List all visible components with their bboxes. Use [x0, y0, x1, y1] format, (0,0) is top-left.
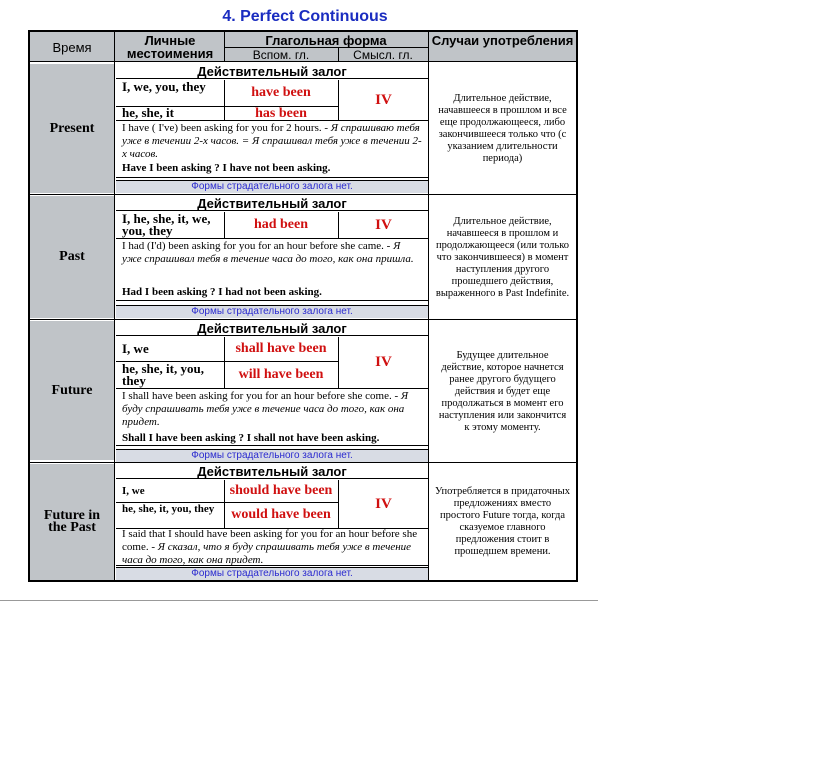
tense-past: Past	[30, 196, 114, 318]
col-divider	[224, 212, 225, 238]
passive-note: Формы страдательного залога нет.	[116, 305, 428, 318]
main-verb: IV	[375, 354, 392, 370]
example-forms: Have I been asking ? I have not been asking.	[122, 162, 331, 174]
example-forms: Had I been asking ? I had not been asking.	[122, 286, 322, 298]
col-divider	[114, 32, 115, 580]
row-divider	[30, 194, 576, 195]
row-divider	[116, 177, 428, 178]
example-en: I shall have been asking for you for an hour before she come.	[122, 390, 395, 402]
aux-verb: have been	[251, 85, 311, 100]
col-divider	[224, 80, 225, 120]
tense-future: Future	[30, 321, 114, 460]
grammar-table	[28, 30, 578, 582]
example	[116, 120, 428, 160]
example-en: I said that I should have been asking for you for an hour before she come.	[122, 528, 418, 553]
voice-label: Действительный залог	[116, 465, 428, 479]
passive-note: Формы страдательного залога нет.	[116, 567, 428, 580]
pronouns: he, she, it	[122, 105, 174, 120]
usage: Длительное действие, начавшееся в прошлом и все еще продолжающееся, либо закончившееся только что (с указанием длительности периода)	[438, 93, 567, 164]
main-verb: IV	[375, 91, 392, 108]
aux-verb: had been	[253, 217, 309, 232]
aux-verb: should have been	[229, 483, 333, 498]
usage: Длительное действие, начавшееся в прошлом и продолжающееся (или только что закончившееся) в момент наступления другого прошедшего действия, выраженного в Past Indefinite.	[435, 215, 570, 299]
col-divider	[224, 337, 225, 388]
example-en: I had (I'd) been asking for you for an hour before she came. -	[122, 240, 394, 252]
tense-present: Present	[30, 64, 114, 193]
tense-future-in-the-past: Future in the Past	[30, 464, 114, 580]
row-divider	[116, 565, 428, 566]
col-divider	[338, 47, 339, 62]
example	[116, 238, 428, 282]
example-ru: - Я буду спрашивать тебя уже в течение часа до того, как она придет.	[122, 390, 409, 428]
example	[116, 526, 428, 564]
main-verb: IV	[375, 216, 392, 233]
example	[116, 388, 428, 430]
example-ru: Я спрашиваю тебя уже в течении 2-х часов. = Я спрашивал тебя уже в течении 2-х часов.	[122, 122, 422, 160]
pronouns: he, she, it, you, they	[122, 503, 215, 515]
row-divider	[116, 300, 428, 301]
pronouns: I, we	[122, 341, 149, 356]
col-divider	[224, 32, 225, 62]
pronouns: I, we	[122, 484, 145, 497]
usage: Употребляется в придаточных предложениях вместо простого Future тогда, когда сказуемое главного предложения стоит в прошедшем времени.	[435, 486, 570, 557]
col-divider	[224, 480, 225, 528]
aux-verb: has been	[255, 105, 307, 121]
row-divider	[116, 445, 428, 446]
example-ru: Я уже спрашивал тебя в течение часа до того, как она пришла.	[122, 240, 414, 265]
passive-note: Формы страдательного залога нет.	[116, 449, 428, 462]
row-divider	[30, 319, 576, 320]
page-title: 4. Perfect Continuous	[222, 8, 388, 25]
passive-note: Формы страдательного залога нет.	[116, 180, 428, 193]
row-divider	[30, 462, 576, 463]
example-forms: Shall I have been asking ? I shall not have been asking.	[122, 432, 380, 444]
header-pronouns: Личные местоимения	[126, 33, 214, 61]
voice-label: Действительный залог	[116, 197, 428, 211]
example-ru: - Я сказал, что я буду спрашивать тебя уже в течение часа до того, как она придет.	[122, 541, 412, 566]
header-usage: Случаи употребления	[431, 33, 574, 48]
aux-verb: will have been	[238, 367, 324, 382]
aux-verb: shall have been	[235, 341, 327, 356]
pronouns: I, we, you, they	[122, 79, 206, 94]
horizontal-rule	[0, 600, 598, 601]
pronouns: I, he, she, it, we, you, they	[122, 211, 211, 238]
header-aux: Вспом. гл.	[252, 48, 310, 62]
header-main: Смысл. гл.	[353, 48, 413, 62]
voice-label: Действительный залог	[116, 322, 428, 336]
pronouns: he, she, it, you, they	[122, 361, 204, 388]
example-en: I have ( I've) been asking for you for 2 hours. -	[122, 122, 331, 134]
header-time: Время	[52, 40, 92, 55]
voice-label: Действительный залог	[116, 65, 428, 79]
usage: Будущее длительное действие, которое начнется ранее другого будущего действия и будет еще продолжаться в момент его наступления или закончится к этому моменту.	[438, 349, 567, 433]
header-verb-form: Глагольная форма	[265, 33, 387, 48]
main-verb: IV	[375, 495, 392, 512]
aux-verb: would have been	[231, 507, 331, 522]
